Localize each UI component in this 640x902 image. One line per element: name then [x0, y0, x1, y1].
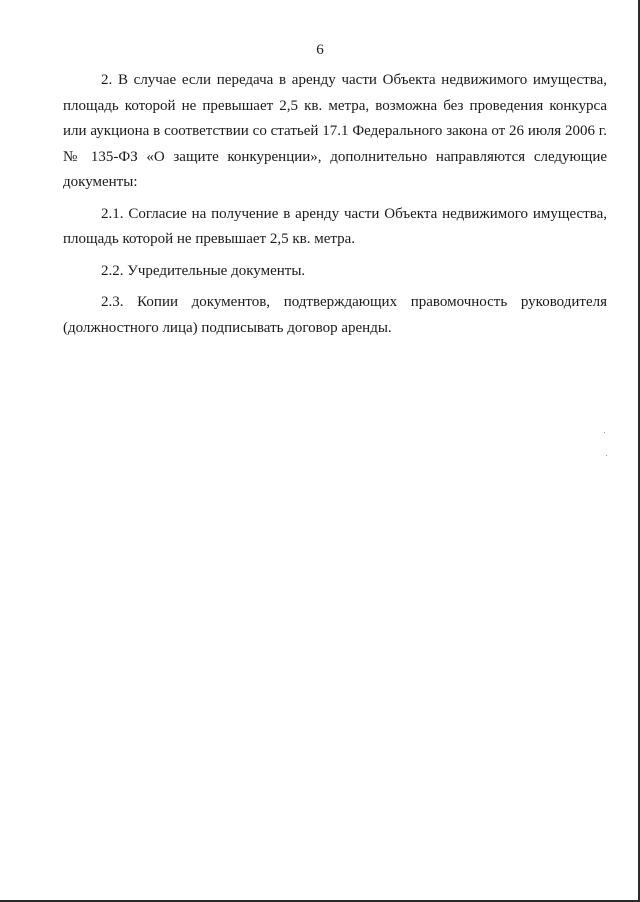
- document-body: [63, 68, 607, 341]
- page-number: 6: [316, 42, 324, 58]
- scan-speck: [606, 455, 607, 456]
- paragraph-2-2: 2.2. Учредительные документы.: [101, 262, 306, 279]
- paragraph-2-1: 2.1. Согласие на получение в аренду части Объекта недвижимого имущества, площадь которой не превышает 2,5 кв. метра.: [63, 205, 607, 247]
- paragraph-2-3: 2.3. Копии документов, подтверждающих правомочность руководителя (должностного лица) подписывать договор аренды.: [63, 294, 607, 336]
- scan-speck: [604, 432, 605, 433]
- paragraph-2: 2. В случае если передача в аренду части Объекта недвижимого имущества, площадь которой не превышает 2,5 кв. метра, возможна без проведения конкурса или аукциона в соответствии со статьей 17.1 Федерального закона от 26 июля 2006 г. № 135-ФЗ «О защите конкуренции», дополнительно направляются следующие документы:: [63, 72, 607, 190]
